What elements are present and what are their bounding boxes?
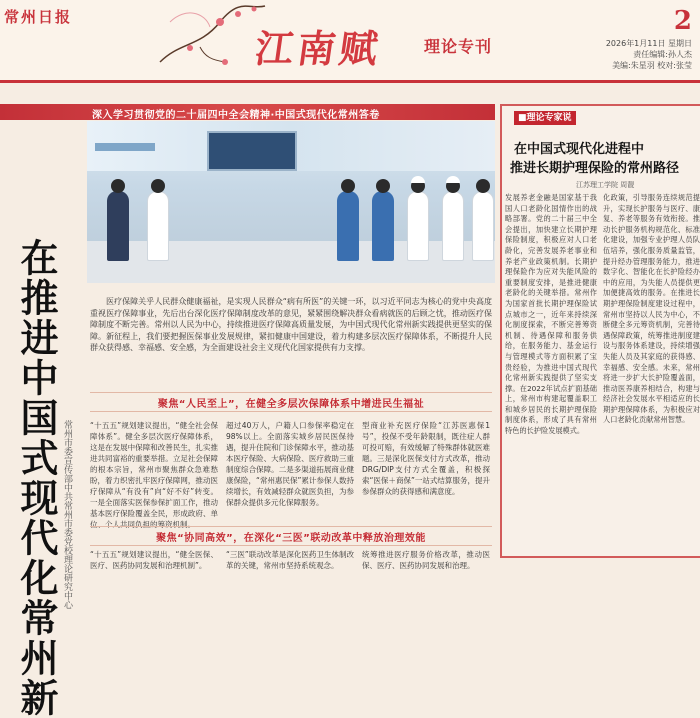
lead-byline: 常州市委宣传部中共常州市委党校理论研究中心 — [62, 420, 72, 609]
news-photo — [87, 121, 495, 283]
photo-person — [147, 191, 169, 261]
newspaper-name: 常州日报 — [4, 8, 73, 26]
body-column: “十五五”规划建议提出，“健全医保、医疗、医药协同发展和治理机制”。 — [90, 550, 218, 570]
body-column: “十五五”规划建议提出，“健全社会保障体系”。健全多层次医疗保障体系，这是在发展中保障和改善民生，扎实推进共同富裕的重要举措。立足社会保障的根本宗旨，常州市聚焦群众急难愁盼，着力织密扎牢医疗保障网，推动医疗保障从“有没有”向“好不好”转变。一是全面落实医保参保扩面工作，推动基本医疗保险覆盖全民，形成政府、单位、个人共同负担的筹资机制。 — [90, 421, 218, 529]
section-heading — [90, 526, 492, 546]
photo-person — [337, 191, 359, 261]
photo-person — [372, 191, 394, 261]
photo-person — [107, 191, 129, 261]
photo-person — [442, 191, 464, 261]
sidebar-article-byline: 江苏理工学院 周靓 — [576, 181, 635, 189]
section-heading — [90, 392, 492, 412]
body-column: 型商业补充医疗保险“江苏医惠保1号”，投保不受年龄限制，既往症人群可投可赔，有效缓解了特殊群体就医难题。三是深化医保支付方式改革，推动DRG/DIP支付方式全覆盖，积极探索“医保＋商保”一站式结算服务，提升参保群众的获得感和满意度。 — [362, 421, 490, 496]
plum-blossom-illustration — [150, 2, 270, 72]
column-title: 江南赋 — [252, 26, 385, 71]
issue-date: 2026年1月11日 星期日 — [605, 39, 692, 48]
photo-person-head — [111, 179, 125, 193]
masthead — [0, 0, 700, 82]
photo-person-head — [376, 179, 390, 193]
section-heading-text: 聚焦“协同高效”，在深化“三医”联动改革中释放治理效能 — [156, 532, 426, 544]
page-number: 2 — [673, 6, 692, 36]
photo-nurse-cap — [411, 176, 425, 183]
body-column: 超过40万人，户籍人口参保率稳定在98%以上。全面落实城乡居民医保待遇，提升住院和门诊保障水平，推动基本医疗保险、大病保险、医疗救助三重制度综合保障。二是多渠道拓展商业健康保险，“常州惠民保”累计参保人数持续增长，有效减轻群众就医负担，为参保群众提供多元化保障服务。 — [226, 421, 354, 507]
masthead-rule — [0, 80, 700, 83]
photo-person-head — [341, 179, 355, 193]
sidebar-article-title: 推进长期护理保险的常州路径 — [510, 161, 680, 176]
intro-paragraph: 医疗保障关乎人民群众健康福祉，是实现人民群众“病有所医”的关键一环，以习近平同志为核心的党中央高度重视医疗保障事业，先后出台深化医疗保障制度改革的意见，紧紧围绕解决群众看病就医的后顾之忧，推动医疗保障制度不断完善。常州以人民为中心，持续推进医疗保障高质量发展，为中国式现代化常州新实践提供更坚实的保障。新征程上，我们要把握医保事业发展规律，紧扣健康中国建设，着力构建多层次医疗保障体系，不断提升人民群众获得感、幸福感、安全感，为全面建设社会主义现代化国家提供有力支撑。 — [90, 297, 492, 352]
column-subtitle: 理论专刊 — [424, 37, 493, 56]
body-column: “三医”联动改革是深化医药卫生体制改革的关键，常州市坚持系统观念。 — [226, 550, 354, 570]
topic-banner-text: 深入学习贯彻党的二十届四中全会精神·中国式现代化常州答卷 — [92, 110, 380, 121]
section-heading-text: 聚焦“人民至上”，在健全多层次保障体系中增进民生福祉 — [157, 398, 425, 410]
editor-credit: 责任编辑:孙人杰 — [633, 50, 692, 59]
sidebar-article-column: 发展养老金融是国家基于我国人口老龄化国情作出的战略部署。党的二十届三中全会提出，加快建立长期护理保险制度，积极应对人口老龄化，完善发展养老事业和养老产业政策机制。长期护理保险作为应对失能风险的重要制度安排，是推进健康老龄化的关键举措。常州作为国家首批长期护理保险试点城市之一，近年来持续深化制度探索，不断完善筹资机制、待遇保障和服务供给，在服务能力、基金运行与管理模式等方面积累了宝贵经验，为推进中国式现代化常州新实践提供了坚实支撑。在2022年试点扩面基础上，常州市构建起覆盖职工和城乡居民的长期护理保险制度体系，形成了具有常州特色的长护险发展模式。 — [505, 193, 597, 436]
sidebar-article-title: 在中国式现代化进程中 — [514, 142, 645, 157]
photo-person — [407, 191, 429, 261]
photo-person-head — [151, 179, 165, 193]
lead-headline: 在推进中国式现代化常州新 — [14, 238, 59, 718]
body-column: 统筹推进医疗服务价格改革，推动医保、医疗、医药协同发展和治理。 — [362, 550, 490, 570]
sidebar-article-column: 化政策，引导服务连续规范提升，实现长护服务与医疗、康复、养老等服务有效衔接。推动长护服务机构规范化、标准化建设，加强专业护理人员队伍培养，强化服务质量监管，提升经办管理服务能力，推进数字化、智能化在长护险经办中的应用，为失能人员提供更加便捷高效的服务。在推进长期护理保险制度建设过程中，常州市坚持以人民为中心，不断健全多元筹资机制，完善待遇保障政策，统筹推进制度建设与服务体系建设，持续增强失能人员及其家庭的获得感、幸福感、安全感。未来，常州将进一步扩大长护险覆盖面，推动医养康养相结合，构建与经济社会发展水平相适应的长期护理保障体系，为积极应对人口老龄化贡献常州智慧。 — [603, 193, 700, 425]
photo-sign — [95, 143, 155, 151]
sidebar-article-tag: ■理论专家说 — [514, 111, 576, 125]
photo-nurse-cap — [446, 176, 460, 183]
photo-screen — [207, 131, 297, 171]
design-credit: 美编:朱星羽 校对:张莹 — [612, 61, 692, 70]
photo-person-head — [476, 179, 490, 193]
photo-person — [472, 191, 494, 261]
